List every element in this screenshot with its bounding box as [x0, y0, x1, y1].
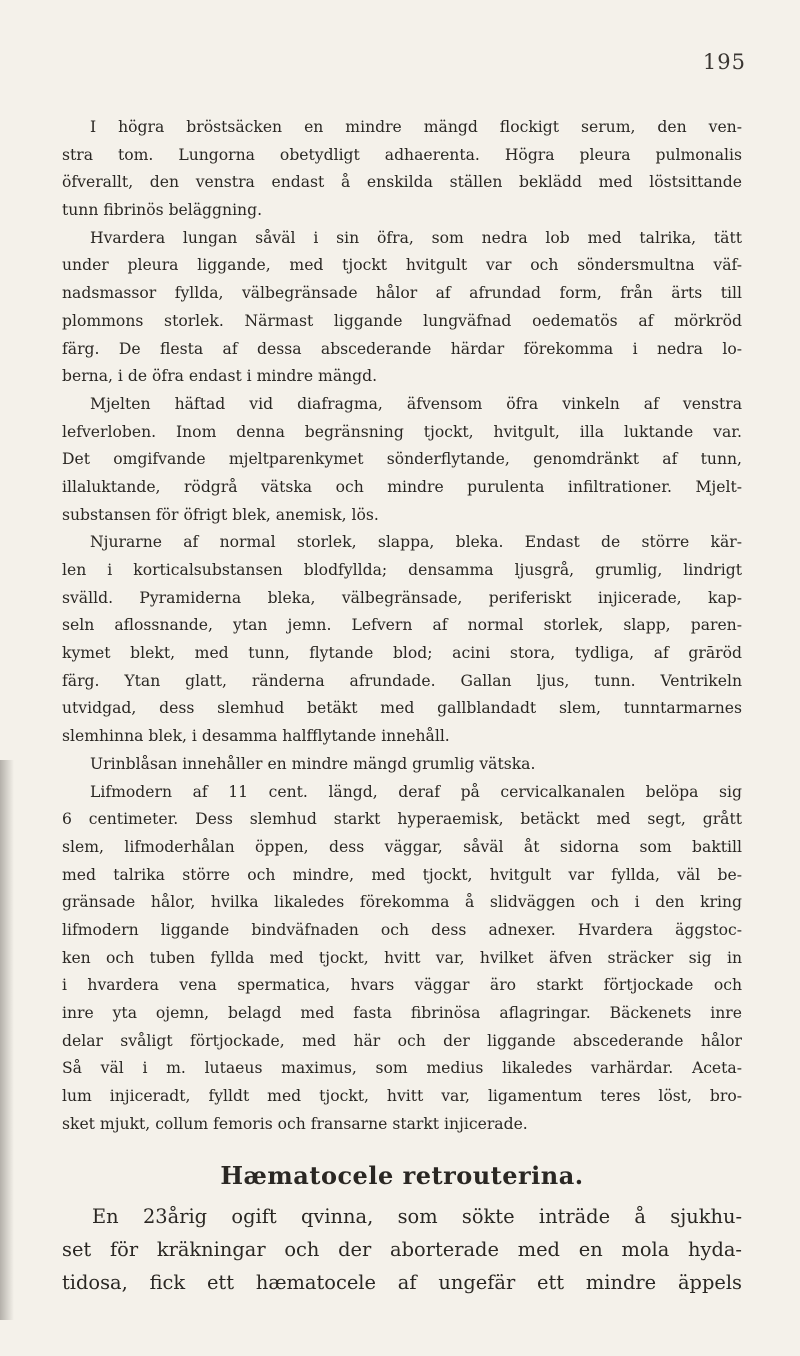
text-line: 6 centimeter. Dess slemhud starkt hyperaemisk, betäckt med segt, grått	[62, 810, 742, 829]
text-line: slem, lifmoderhålan öppen, dess väggar, såväl åt sidorna som baktill	[62, 837, 742, 856]
text-line: slemhinna blek, i desamma halfflytande innehåll.	[62, 727, 450, 746]
text-line: färg. Ytan glatt, ränderna afrundade. Gallan ljus, tunn. Ventrikeln	[62, 671, 742, 690]
body-text	[62, 114, 742, 1299]
text-line: seln aflossnande, ytan jemn. Lefvern af normal storlek, slapp, paren-	[62, 616, 742, 635]
paragraph-pleura	[62, 114, 742, 225]
text-line: substansen för öfrigt blek, anemisk, lös.	[62, 505, 379, 524]
text-line: len i korticalsubstansen blodfyllda; densamma ljusgrå, grumlig, lindrigt	[62, 561, 742, 579]
text-line: sket mjukt, collum femoris och fransarne starkt injicerade.	[62, 1114, 528, 1133]
text-line: plommons storlek. Närmast liggande lungväfnad oedematös af mörkröd	[62, 311, 742, 330]
text-line: Mjelten häftad vid diafragma, äfvensom öfra vinkeln af venstra	[90, 394, 742, 413]
text-line: set för kräkningar och der aborterade med en mola hyda-	[62, 1238, 742, 1262]
paragraph-lungs	[62, 225, 742, 391]
text-line: stra tom. Lungorna obetydligt adhaerenta. Högra pleura pulmonalis	[62, 145, 742, 164]
text-line: under pleura liggande, med tjockt hvitgult var och söndersmultna väf-	[62, 256, 742, 275]
text-line: lifmodern liggande bindväfnaden och dess adnexer. Hvardera äggstoc-	[62, 920, 742, 939]
text-line: En 23årig ogift qvinna, som sökte inträde å sjukhu-	[92, 1205, 742, 1229]
text-line: öfverallt, den venstra endast å enskilda ställen beklädd med löstsittande	[62, 173, 742, 192]
text-line: Hvardera lungan såväl i sin öfra, som nedra lob med talrika, tätt	[90, 228, 742, 247]
text-line: tidosa, fick ett hæmatocele af ungefär ett mindre äppels	[62, 1271, 742, 1295]
text-line: Lifmodern af 11 cent. längd, deraf på cervicalkanalen belöpa sig	[90, 782, 742, 801]
text-line: lum injiceradt, fylldt med tjockt, hvitt var, ligamentum teres löst, bro-	[62, 1087, 742, 1106]
text-line: utvidgad, dess slemhud betäkt med gallblandadt slem, tunntarmarnes	[62, 699, 742, 718]
text-line: tunn fibrinös beläggning.	[62, 201, 263, 220]
paragraph-kidneys	[62, 529, 742, 751]
paragraph-spleen	[62, 391, 742, 529]
text-line: i hvardera vena spermatica, hvars väggar äro starkt förtjockade och	[62, 976, 742, 995]
text-line: färg. De flesta af dessa abscederande härdar förekomma i nedra lo-	[62, 339, 742, 358]
text-line: delar svåligt förtjockade, med här och der liggande abscederande hålor	[62, 1031, 742, 1050]
text-line: ken och tuben fyllda med tjockt, hvitt var, hvilket äfven sträcker sig in	[62, 948, 742, 967]
text-line: Det omgifvande mjeltparenkymet sönderflytande, genomdränkt af tunn,	[62, 450, 742, 469]
text-line: lefverloben. Inom denna begränsning tjockt, hvitgult, illa luktande var.	[62, 422, 742, 441]
paragraph-uterus	[62, 779, 742, 1139]
text-line: inre yta ojemn, belagd med fasta fibrinösa aflagringar. Bäckenets inre	[62, 1004, 742, 1022]
text-line: svälld. Pyramiderna bleka, välbegränsade, periferiskt injicerade, kap-	[62, 588, 742, 607]
text-line: illaluktande, rödgrå vätska och mindre purulenta infiltrationer. Mjelt-	[62, 477, 742, 496]
text-line: gränsade hålor, hvilka likaledes förekomma å slidväggen och i den kring	[62, 893, 742, 912]
paragraph-hematocele	[62, 1200, 742, 1299]
text-line: Njurarne af normal storlek, slappa, bleka. Endast de större kär-	[90, 533, 742, 552]
text-line: berna, i de öfra endast i mindre mängd.	[62, 367, 378, 386]
text-line: Så väl i m. lutaeus maximus, som medius likaledes varhärdar. Aceta-	[62, 1059, 742, 1078]
text-line: med talrika större och mindre, med tjockt, hvitgult var fyllda, väl be-	[62, 865, 742, 884]
text-line: Urinblåsan innehåller en mindre mängd grumlig vätska.	[90, 754, 536, 773]
section-heading: Hæmatocele retrouterina.	[220, 1161, 584, 1191]
text-line: I högra bröstsäcken en mindre mängd flockigt serum, den ven-	[90, 118, 742, 136]
page-number: 195	[702, 50, 746, 74]
binding-shadow	[0, 760, 14, 1320]
text-line: nadsmassor fyllda, välbegränsade hålor af afrundad form, från ärts till	[62, 284, 742, 303]
text-line: kymet blekt, med tunn, flytande blod; acini stora, tydliga, af grāröd	[62, 644, 742, 663]
paragraph-bladder	[62, 751, 742, 779]
